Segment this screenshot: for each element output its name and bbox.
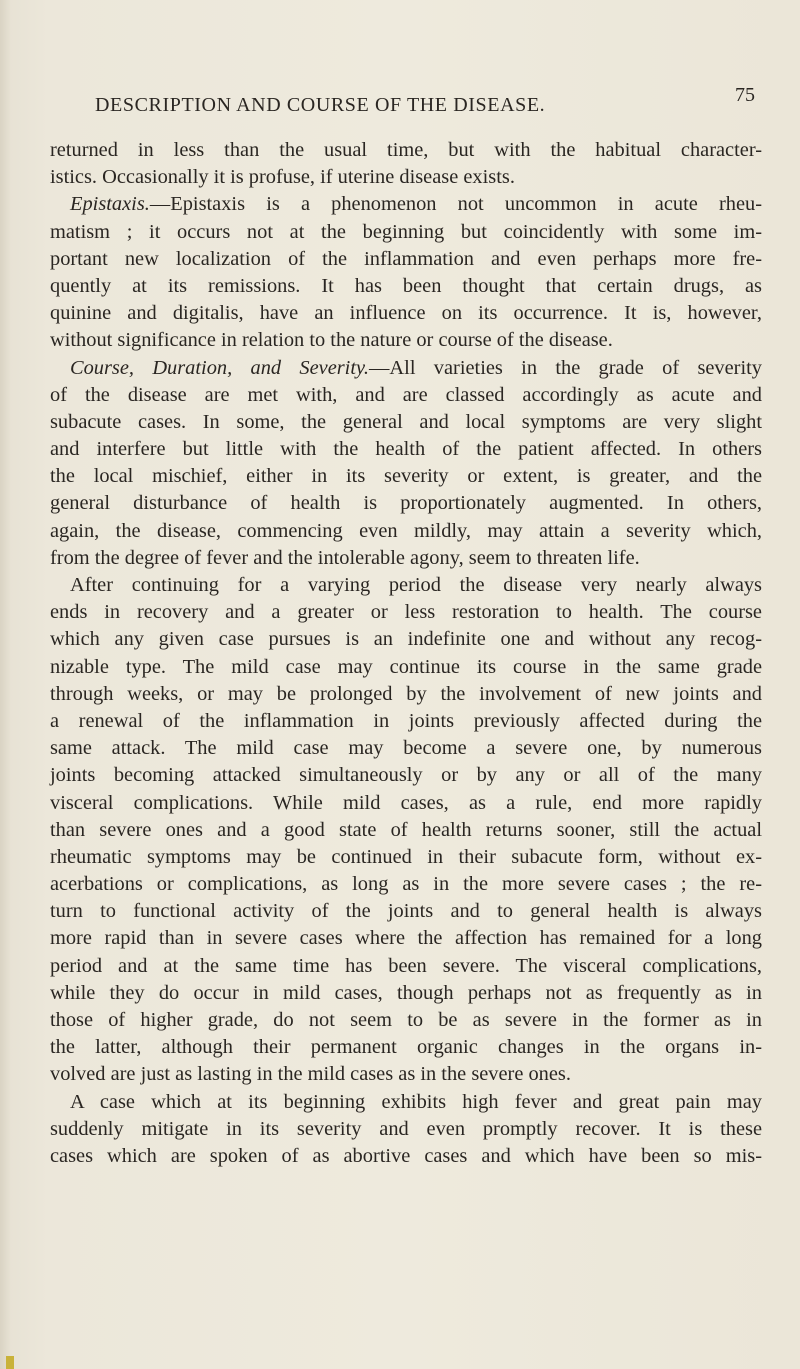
paragraph-course — [50, 355, 762, 382]
text-line: nizable type. The mild case may continue its course in the same grade — [50, 655, 762, 678]
text-line: quinine and digitalis, have an influence on its occurrence. It is, however, — [50, 302, 762, 325]
text-line: those of higher grade, do not seem to be as severe in the former as in — [50, 1009, 762, 1031]
text-line: same attack. The mild case may become a severe one, by numerous — [50, 737, 762, 760]
text-line: period and at the same time has been severe. The visceral complications, — [50, 954, 762, 977]
text-line: from the degree of fever and the intolerable agony, seem to threaten life. — [50, 546, 640, 569]
text-line: a renewal of the inflammation in joints previously affected during the — [50, 709, 762, 732]
text-line: more rapid than in severe cases where the affection has remained for a long — [50, 927, 762, 950]
section-heading-course: Course, Duration, and Severity. — [70, 356, 370, 379]
text-line: —All varieties in the grade of severity — [369, 356, 762, 379]
text-line: ends in recovery and a greater or less restoration to health. The course — [50, 601, 762, 624]
running-head — [95, 84, 755, 124]
paragraph-epistaxis — [50, 191, 762, 218]
body-text — [50, 137, 762, 1170]
text-line: A case which at its beginning exhibits high fever and great pain may — [70, 1090, 762, 1113]
text-line: while they do occur in mild cases, though perhaps not as frequently as in — [50, 981, 762, 1004]
section-heading-epistaxis: Epistaxis. — [70, 193, 150, 216]
text-line: —Epistaxis is a phenomenon not uncommon in acute rheu- — [149, 193, 762, 216]
text-line: volved are just as lasting in the mild cases as in the severe ones. — [50, 1063, 571, 1086]
text-line: the latter, although their permanent organic changes in the organs in- — [50, 1036, 762, 1059]
page-number: 75 — [735, 84, 755, 106]
text-line: turn to functional activity of the joints and to general health is always — [50, 900, 762, 923]
text-line: and interfere but little with the health of the patient affected. In others — [50, 438, 762, 461]
text-line: After continuing for a varying period the disease very nearly always — [70, 574, 762, 596]
text-line: acerbations or complications, as long as in the more severe cases ; the re- — [50, 873, 762, 896]
text-line: suddenly mitigate in its severity and even promptly recover. It is these — [50, 1117, 762, 1140]
text-line: istics. Occasionally it is profuse, if uterine disease exists. — [50, 166, 515, 189]
text-line: portant new localization of the inflammation and even perhaps more fre- — [50, 247, 762, 270]
text-line: through weeks, or may be prolonged by the involvement of new joints and — [50, 682, 762, 705]
text-line: cases which are spoken of as abortive cases and which have been so mis- — [50, 1144, 762, 1167]
text-line: the local mischief, either in its severity or extent, is greater, and the — [50, 465, 762, 488]
page-gutter — [0, 0, 10, 1369]
text-line: general disturbance of health is proportionately augmented. In others, — [50, 492, 762, 515]
text-line: subacute cases. In some, the general and local symptoms are very slight — [50, 410, 762, 433]
text-line: matism ; it occurs not at the beginning but coincidently with some im- — [50, 220, 762, 243]
text-line: which any given case pursues is an indefinite one and without any recog- — [50, 628, 762, 651]
text-line: visceral complications. While mild cases, as a rule, end more rapidly — [50, 791, 762, 814]
page-edge-mark — [6, 1356, 14, 1369]
text-line: quently at its remissions. It has been thought that certain drugs, as — [50, 274, 762, 297]
text-line: without significance in relation to the nature or course of the disease. — [50, 329, 613, 352]
text-line: again, the disease, commencing even mildly, may attain a severity which, — [50, 519, 762, 542]
text-line: of the disease are met with, and are classed accordingly as acute and — [50, 383, 762, 406]
text-line: joints becoming attacked simultaneously or by any or all of the many — [50, 764, 762, 787]
text-line: rheumatic symptoms may be continued in their subacute form, without ex- — [50, 845, 762, 868]
running-head-title: DESCRIPTION AND COURSE OF THE DISEASE. — [95, 94, 546, 116]
text-line: than severe ones and a good state of health returns sooner, still the actual — [50, 818, 762, 841]
text-line: returned in less than the usual time, but with the habitual character- — [50, 139, 762, 161]
